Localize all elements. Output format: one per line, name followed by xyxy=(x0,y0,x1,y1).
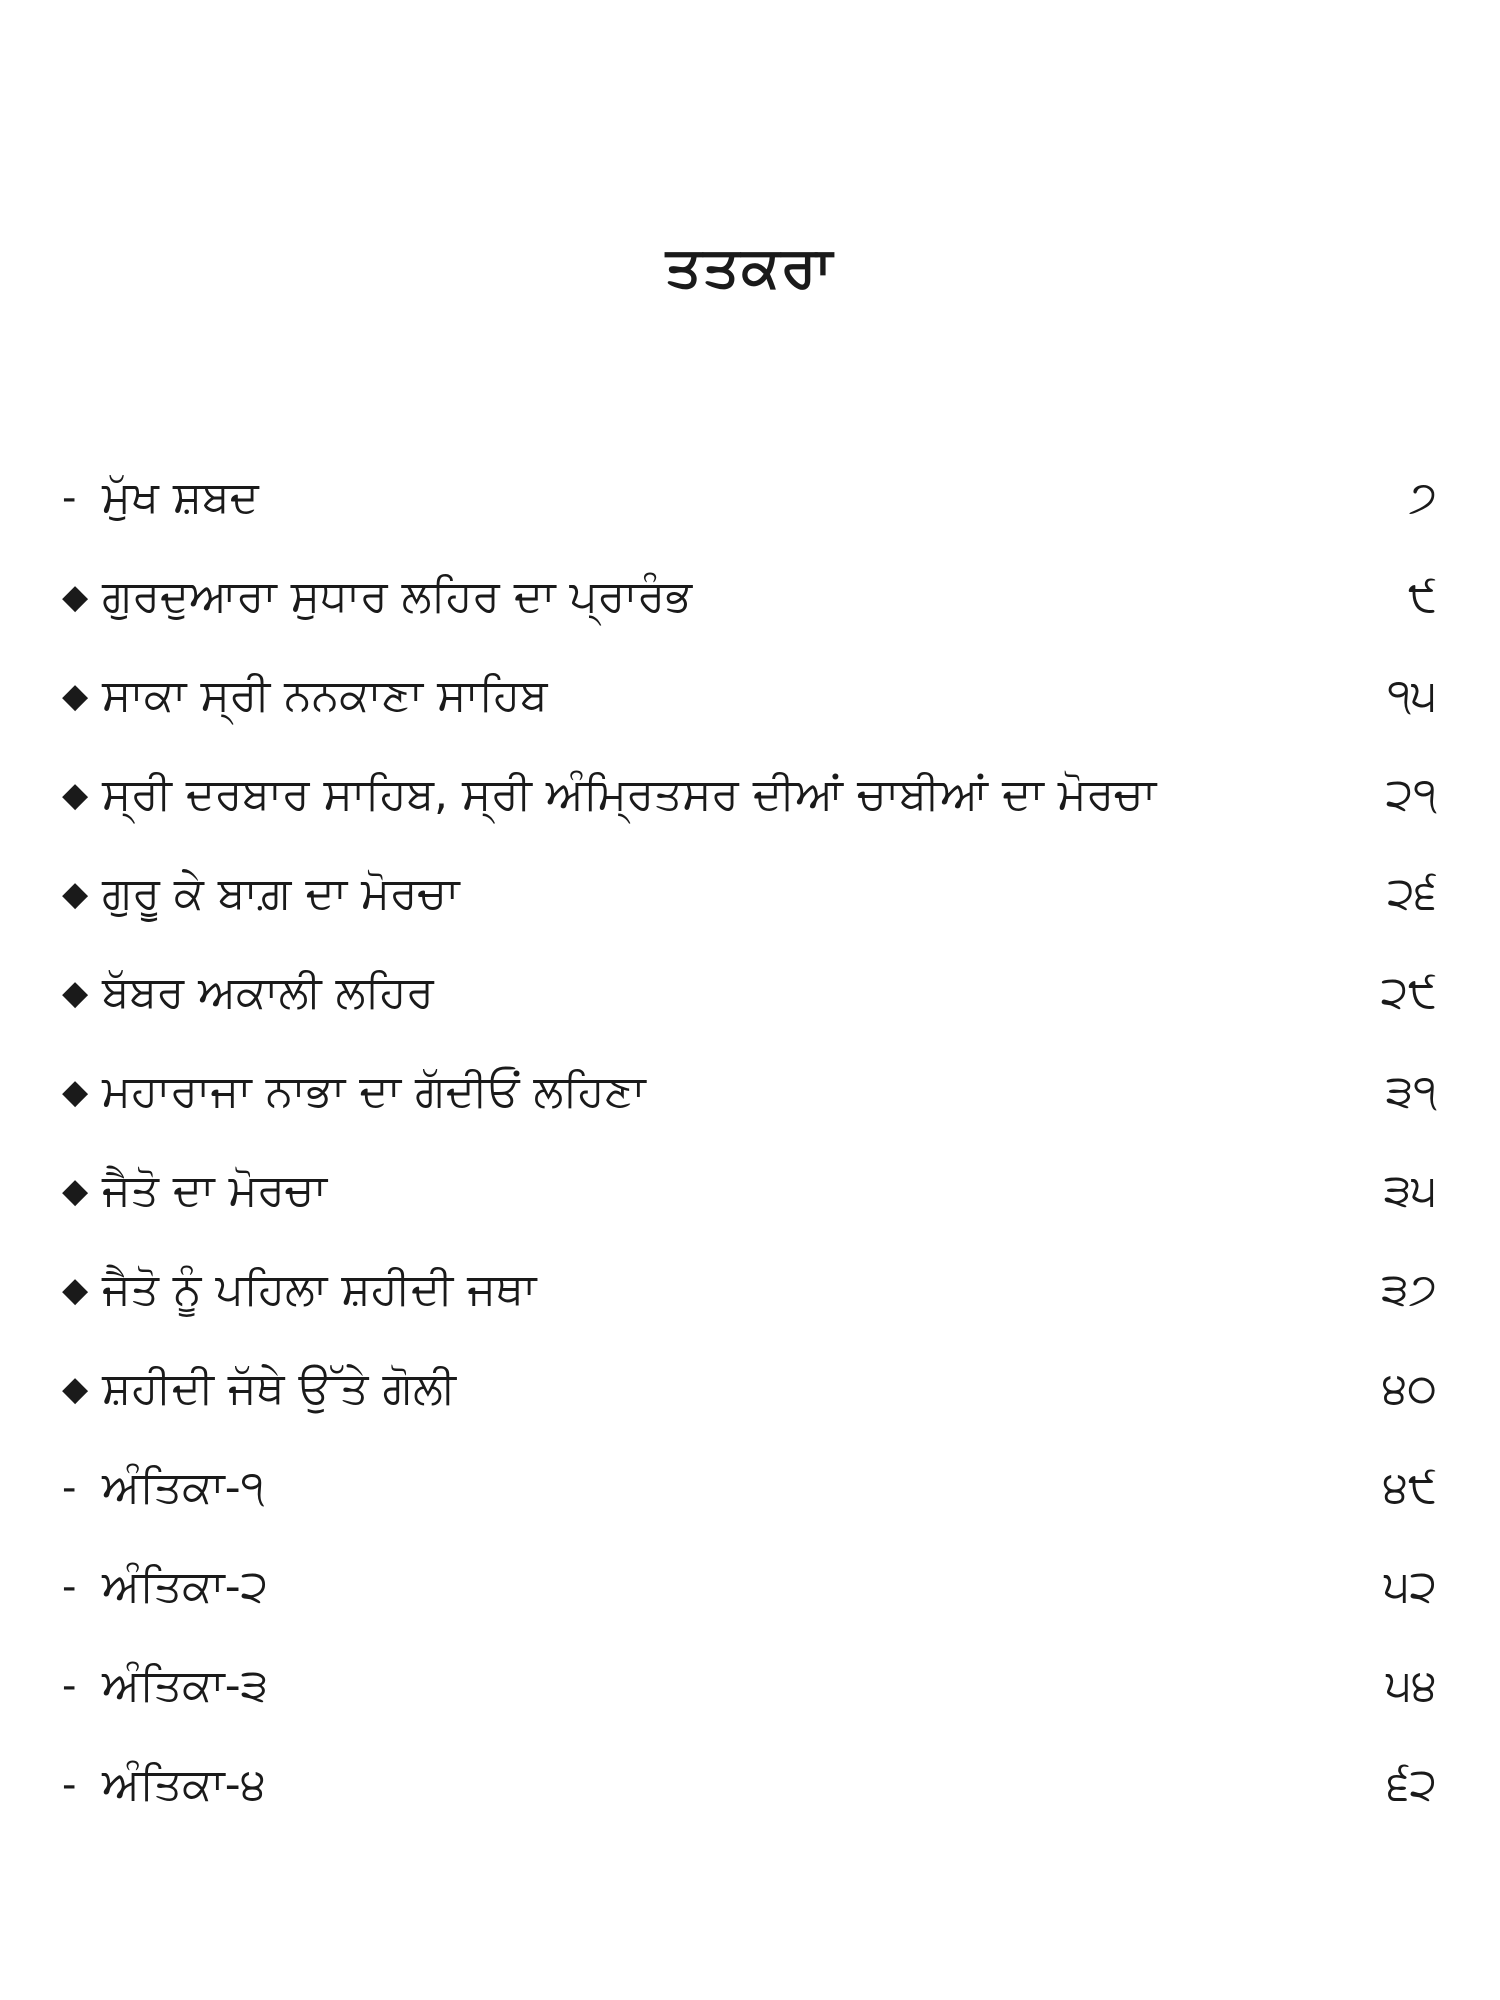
toc-entry xyxy=(62,1240,1437,1339)
entry-page-number: ੧੫ xyxy=(1387,670,1437,721)
entry-marker: ◆ xyxy=(62,774,89,815)
toc-entry xyxy=(62,547,1437,646)
entry-page-number: ੬੨ xyxy=(1387,1759,1437,1810)
entry-page-number: ੩੫ xyxy=(1383,1165,1437,1216)
toc-entry xyxy=(62,1042,1437,1141)
entry-page-number: ੫੪ xyxy=(1385,1660,1437,1711)
entry-marker: - xyxy=(62,1761,77,1808)
toc-entry xyxy=(62,1735,1437,1834)
entry-title: ਬੱਬਰ ਅਕਾਲੀ ਲਹਿਰ xyxy=(102,967,434,1018)
page-title: ਤਤਕਰਾ xyxy=(665,235,835,300)
entry-page-number: ੩੭ xyxy=(1381,1264,1437,1315)
entry-page-number: ੯ xyxy=(1408,571,1437,622)
toc-entry xyxy=(62,745,1437,844)
toc-entry xyxy=(62,646,1437,745)
entry-page-number: ੪੦ xyxy=(1382,1363,1437,1414)
entry-title: ਗੁਰਦੁਆਰਾ ਸੁਧਾਰ ਲਹਿਰ ਦਾ ਪ੍ਰਾਰੰਭ xyxy=(102,571,693,622)
entry-marker: ◆ xyxy=(62,1368,89,1409)
entry-title: ਸਾਕਾ ਸ੍ਰੀ ਨਨਕਾਣਾ ਸਾਹਿਬ xyxy=(102,670,548,721)
entry-title: ਅੰਤਿਕਾ-੧ xyxy=(102,1462,265,1513)
entry-page-number: ੨੧ xyxy=(1385,769,1437,820)
entry-title: ਮਹਾਰਾਜਾ ਨਾਭਾ ਦਾ ਗੱਦੀਓਂ ਲਹਿਣਾ xyxy=(102,1066,646,1117)
entry-page-number: ੪੯ xyxy=(1382,1462,1437,1513)
entry-page-number: ੨੯ xyxy=(1380,967,1437,1018)
entry-title: ਸ੍ਰੀ ਦਰਬਾਰ ਸਾਹਿਬ, ਸ੍ਰੀ ਅੰਮ੍ਰਿਤਸਰ ਦੀਆਂ ਚਾਬੀਆਂ ਦਾ ਮੋਰਚਾ xyxy=(102,769,1157,820)
toc-entry xyxy=(62,844,1437,943)
toc-entry xyxy=(62,1636,1437,1735)
entry-marker: - xyxy=(62,1464,77,1511)
toc-entry xyxy=(62,943,1437,1042)
toc-entry xyxy=(62,1141,1437,1240)
entry-title: ਅੰਤਿਕਾ-੩ xyxy=(102,1660,269,1711)
toc-entry xyxy=(62,1537,1437,1636)
entry-page-number: ੩੧ xyxy=(1385,1066,1437,1117)
toc-entry xyxy=(62,1339,1437,1438)
entry-title: ਸ਼ਹੀਦੀ ਜੱਥੇ ਉੱਤੇ ਗੋਲੀ xyxy=(102,1363,457,1414)
entry-marker: ◆ xyxy=(62,1071,89,1112)
entry-title: ਅੰਤਿਕਾ-੪ xyxy=(102,1759,266,1810)
toc-entry xyxy=(62,1438,1437,1537)
entry-title: ਮੁੱਖ ਸ਼ਬਦ xyxy=(102,472,259,523)
entry-marker: ◆ xyxy=(62,873,89,914)
entry-title: ਜੈਤੋ ਨੂੰ ਪਹਿਲਾ ਸ਼ਹੀਦੀ ਜਥਾ xyxy=(102,1264,537,1315)
entry-title: ਗੁਰੂ ਕੇ ਬਾਗ਼ ਦਾ ਮੋਰਚਾ xyxy=(102,868,460,919)
entry-title: ਜੈਤੋ ਦਾ ਮੋਰਚਾ xyxy=(102,1165,328,1216)
entry-marker: - xyxy=(62,1662,77,1709)
toc-entry xyxy=(62,448,1437,547)
entry-marker: ◆ xyxy=(62,1170,89,1211)
entry-marker: - xyxy=(62,474,77,521)
entry-page-number: ੨੬ xyxy=(1387,868,1437,919)
entry-page-number: ੫੨ xyxy=(1383,1561,1437,1612)
entry-marker: ◆ xyxy=(62,576,89,617)
entry-marker: - xyxy=(62,1563,77,1610)
entry-page-number: ੭ xyxy=(1408,472,1437,523)
entry-marker: ◆ xyxy=(62,675,89,716)
entry-marker: ◆ xyxy=(62,972,89,1013)
entry-marker: ◆ xyxy=(62,1269,89,1310)
table-of-contents xyxy=(62,448,1437,1834)
entry-title: ਅੰਤਿਕਾ-੨ xyxy=(102,1561,269,1612)
